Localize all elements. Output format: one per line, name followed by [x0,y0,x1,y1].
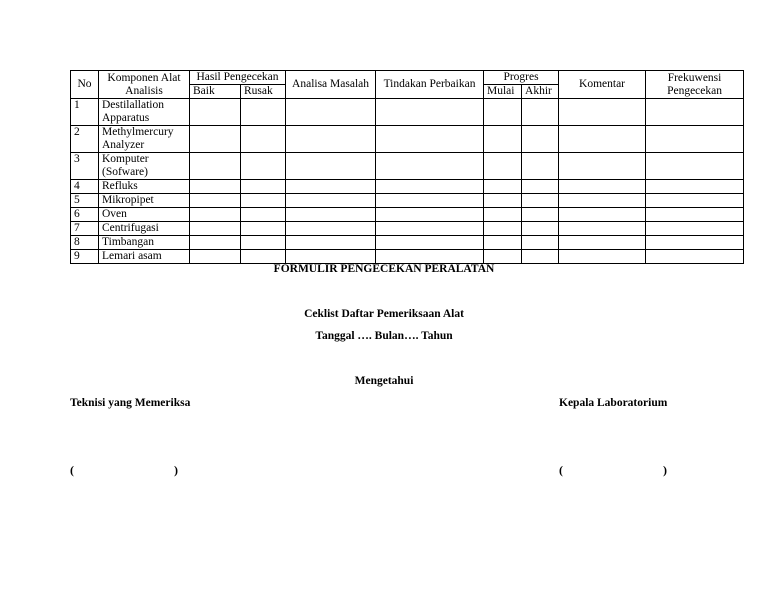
cell-analisa[interactable] [286,180,376,194]
cell-komponen: Komputer (Sofware) [99,153,190,180]
cell-frekuwensi[interactable] [646,236,744,250]
cell-komponen: Refluks [99,180,190,194]
cell-analisa[interactable] [286,222,376,236]
cell-tindakan[interactable] [376,208,484,222]
cell-baik[interactable] [190,153,241,180]
cell-no: 7 [71,222,99,236]
inspection-table [70,70,744,264]
cell-mulai[interactable] [484,236,522,250]
cell-frekuwensi[interactable] [646,194,744,208]
cell-akhir[interactable] [522,194,559,208]
cell-no: 5 [71,194,99,208]
header-tindakan-perbaikan: Tindakan Perbaikan [376,71,484,99]
header-mulai: Mulai [484,85,522,99]
cell-akhir[interactable] [522,99,559,126]
cell-rusak[interactable] [241,126,286,153]
cell-tindakan[interactable] [376,180,484,194]
form-title: FORMULIR PENGECEKAN PERALATAN [273,263,495,275]
cell-mulai[interactable] [484,180,522,194]
cell-tindakan[interactable] [376,222,484,236]
table-row [71,99,744,126]
cell-no: 6 [71,208,99,222]
technician-signature-open: ( [70,463,74,477]
cell-mulai[interactable] [484,153,522,180]
cell-tindakan[interactable] [376,99,484,126]
cell-no: 2 [71,126,99,153]
cell-analisa[interactable] [286,153,376,180]
cell-akhir[interactable] [522,153,559,180]
cell-analisa[interactable] [286,99,376,126]
cell-komentar[interactable] [559,194,646,208]
cell-komponen: Mikropipet [99,194,190,208]
cell-mulai[interactable] [484,222,522,236]
cell-tindakan[interactable] [376,153,484,180]
header-progres: Progres [484,71,559,85]
cell-no: 4 [71,180,99,194]
technician-label: Teknisi yang Memeriksa [70,397,191,409]
cell-frekuwensi[interactable] [646,153,744,180]
cell-frekuwensi[interactable] [646,208,744,222]
cell-analisa[interactable] [286,236,376,250]
cell-no: 1 [71,99,99,126]
cell-analisa[interactable] [286,208,376,222]
cell-no: 8 [71,236,99,250]
cell-komponen: Lemari asam [99,250,190,264]
cell-tindakan[interactable] [376,236,484,250]
header-analisa-masalah: Analisa Masalah [286,71,376,99]
cell-rusak[interactable] [241,153,286,180]
cell-akhir[interactable] [522,180,559,194]
cell-baik[interactable] [190,99,241,126]
cell-komponen: Timbangan [99,236,190,250]
header-baik: Baik [190,85,241,99]
cell-frekuwensi[interactable] [646,126,744,153]
cell-baik[interactable] [190,180,241,194]
cell-mulai[interactable] [484,208,522,222]
technician-signature-close: ) [174,463,178,477]
cell-komponen: Oven [99,208,190,222]
cell-rusak[interactable] [241,194,286,208]
header-rusak: Rusak [241,85,286,99]
cell-baik[interactable] [190,208,241,222]
header-frekuwensi: Frekuwensi Pengecekan [646,71,744,99]
table-row [71,222,744,236]
header-komentar: Komentar [559,71,646,99]
table-row [71,236,744,250]
cell-baik[interactable] [190,194,241,208]
cell-komentar[interactable] [559,126,646,153]
cell-baik[interactable] [190,222,241,236]
cell-akhir[interactable] [522,126,559,153]
cell-komentar[interactable] [559,180,646,194]
lab-head-label: Kepala Laboratorium [559,397,668,409]
cell-rusak[interactable] [241,222,286,236]
cell-rusak[interactable] [241,208,286,222]
cell-komentar[interactable] [559,99,646,126]
table-row [71,194,744,208]
date-line: Tanggal …. Bulan…. Tahun [315,330,453,342]
lab-head-signature-open: ( [559,463,563,477]
cell-analisa[interactable] [286,194,376,208]
cell-komentar[interactable] [559,222,646,236]
cell-mulai[interactable] [484,126,522,153]
cell-mulai[interactable] [484,99,522,126]
table-row [71,153,744,180]
cell-analisa[interactable] [286,126,376,153]
cell-no: 3 [71,153,99,180]
cell-rusak[interactable] [241,180,286,194]
cell-komentar[interactable] [559,236,646,250]
cell-akhir[interactable] [522,222,559,236]
cell-no: 9 [71,250,99,264]
cell-mulai[interactable] [484,194,522,208]
table-row [71,208,744,222]
cell-baik[interactable] [190,126,241,153]
table-body [71,99,744,264]
cell-komentar[interactable] [559,153,646,180]
cell-rusak[interactable] [241,99,286,126]
cell-komponen: Centrifugasi [99,222,190,236]
cell-tindakan[interactable] [376,126,484,153]
cell-frekuwensi[interactable] [646,180,744,194]
table-row [71,126,744,153]
acknowledged-label: Mengetahui [354,375,414,387]
cell-rusak[interactable] [241,236,286,250]
table-row [71,180,744,194]
header-komponen: Komponen Alat Analisis [99,71,190,99]
cell-komponen: Methylmercury Analyzer [99,126,190,153]
cell-frekuwensi[interactable] [646,222,744,236]
cell-akhir[interactable] [522,208,559,222]
lab-head-signature-close: ) [663,463,667,477]
cell-komentar[interactable] [559,208,646,222]
header-no: No [71,71,99,99]
checklist-title: Ceklist Daftar Pemeriksaan Alat [304,308,464,320]
cell-baik[interactable] [190,236,241,250]
cell-tindakan[interactable] [376,194,484,208]
cell-frekuwensi[interactable] [646,99,744,126]
header-akhir: Akhir [522,85,559,99]
header-hasil-pengecekan: Hasil Pengecekan [190,71,286,85]
cell-komponen: Destilallation Apparatus [99,99,190,126]
cell-akhir[interactable] [522,236,559,250]
